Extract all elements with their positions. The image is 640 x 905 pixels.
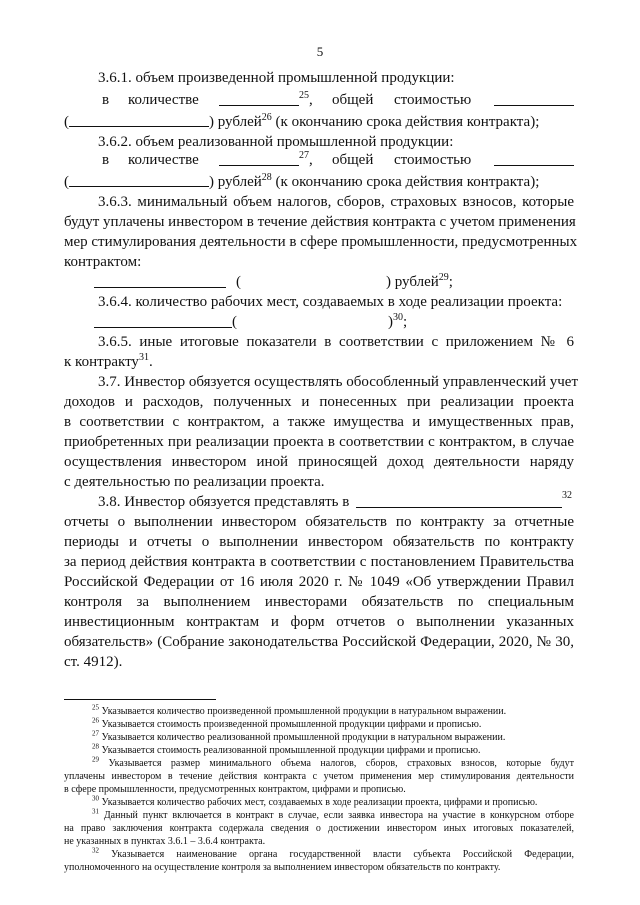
- blank-field: [69, 172, 209, 187]
- text-line: инвестиционным контрактам и форм отчетов о выполнении указанных: [64, 614, 574, 630]
- footnote-29-cont: уплачены инвестором в течение действия контракта с учетом применения мер стимулирования деятельности: [64, 771, 574, 782]
- blank-field: [219, 91, 299, 106]
- clause-3-6-2: 3.6.2. объем реализованной промышленной продукции:: [98, 134, 454, 150]
- blank-field: [94, 273, 226, 288]
- clause-3-6-4: 3.6.4. количество рабочих мест, создаваемых в ходе реализации проекта:: [98, 294, 563, 310]
- text-line: приобретенных при реализации проекта в соответствии с контрактом, в случае: [64, 434, 574, 450]
- blank-field: [69, 112, 209, 127]
- clause-3-6-5: 3.6.5. иные итоговые показатели в соответствии с приложением № 6: [98, 334, 574, 350]
- text-line: ст. 4912).: [64, 654, 123, 670]
- text-line: к контракту$^{31}$.: [64, 352, 153, 370]
- footnote-separator: [64, 699, 216, 700]
- text-line: в соответствии с контрактом, а также имущества и имущественных прав,: [64, 414, 574, 430]
- blank-field: [494, 91, 574, 106]
- footnote-32-cont: уполномоченного на осуществление контроля за выполнением инвестором обязательств по контракту.: [64, 862, 501, 873]
- document-page: 5 3.6.1. объем произведенной промышленной продукции: в количестве $^{25}$, общей стоимостью ( ) рублей$^{26}$ (к окончанию срока действия контракта); 3.6.2. объем реализованной промышленной продукции: в количестве $^{27}$, общей стоимостью ( ) рублей$^{28}$ (к окончанию срока действия контракта); 3.6.3. минимальный объем налогов, сборов, страховых взносов, которые будут уплачены инвестором в течение действия контракта с учетом применения мер стимулирования деятельности в сфере промышленности, предусмотренных контрактом: ( ) рублей$^{29}$; 3.6.4. количество рабочих мест, создаваемых в ходе реализации проекта: ( )$^{30}$; 3.6.5. иные итоговые показатели в соответствии с приложением № 6 к контракту$^{31}$. 3.7. Инвестор обязуется осуществлять обособленный управленческий учет доходов и расходов, полученных и понесенных при реализации проекта в соответствии с контрактом, а также имущества и имущественных прав, приобретенных при реализации проекта в соответствии с контрактом, в случае осуществления инвестором иной приносящей доход деятельности наряду с деятельностью по реализации проекта. 3.8. Инвестор обязуется представлять в 32 отчеты о выполнении инвестором обязательств по контракту за отчетные периоды и отчеты о выполнении инвестором обязательств по контракту за период действия контракта в соответствии с постановлением Правительства Российской Федерации от 16 июля 2020 г. № 1049 «Об утверждении Правил контроля за выполнением инвесторами обязательств по специальным инвестиционным контрактам и форм отчетов о выполнении указанных обязательств» (Собрание законодательства Российской Федерации, 2020, № 30, ст. 4912). $^{25}$ Указывается количество произведенной промышленной продукции в натуральном выражении. $^{26}$ Указывается стоимость произведенной промышленной продукции цифрами и прописью. $^{27}$ Указывается количество реализованной промышленной продукции в натуральном выражении. $^{28}$ Указывается стоимость реализованной промышленной продукции цифрами и прописью. $^{29}$ Указывается размер минимального объема налогов, сборов, страховых взносов, которые будут уплачены инвестором в течение действия контракта с учетом применения мер стимулирования деятельности в сфере промышленности, предусмотренных контрактом, цифрами и прописью. $^{30}$ Указывается количество рабочих мест, создаваемых в ходе реализации проекта, цифрами и прописью. $^{31}$ Данный пункт включается в контракт в случае, если заявка инвестора на участие в конкурсном отборе на право заключения контракта содержала сведения о достижении инвестором иных итоговых показателей, не указанных в пунктах 3.6.1 – 3.6.4 контракта. $^{32}$ Указывается наименование органа государственной власти субъекта Российской Федерации, уполномоченного на осуществление контроля за выполнением инвестором обязательств по контракту.: [0, 0, 640, 905]
- footnote-29: $^{29}$ Указывается размер минимального объема налогов, сборов, страховых взносов, которые будут: [92, 755, 574, 769]
- footnote-32: $^{32}$ Указывается наименование органа государственной власти субъекта Российской Федерации,: [92, 846, 574, 860]
- clause-3-6-3: 3.6.3. минимальный объем налогов, сборов, страховых взносов, которые: [98, 194, 574, 210]
- text-line: периоды и отчеты о выполнении инвестором обязательств по контракту: [64, 534, 574, 550]
- footnote-29-cont: в сфере промышленности, предусмотренных контрактом, цифрами и прописью.: [64, 784, 406, 795]
- footnote-26: $^{26}$ Указывается стоимость произведенной промышленной продукции цифрами и прописью.: [92, 716, 482, 730]
- text-line: с деятельностью по реализации проекта.: [64, 474, 325, 490]
- clause-3-7: 3.7. Инвестор обязуется осуществлять обособленный управленческий учет: [98, 374, 579, 390]
- clause-3-6-1-cost: ( ) рублей$^{26}$ (к окончанию срока действия контракта);: [64, 112, 540, 130]
- footnote-28: $^{28}$ Указывается стоимость реализованной промышленной продукции цифрами и прописью.: [92, 742, 481, 756]
- text-line: Российской Федерации от 16 июля 2020 г. № 1049 «Об утверждении Правил: [64, 574, 574, 590]
- blank-field: [94, 313, 232, 328]
- blank-field: [356, 493, 562, 508]
- text-line: за период действия контракта в соответствии с постановлением Правительства: [64, 554, 574, 570]
- text-line: отчеты о выполнении инвестором обязательств по контракту за отчетные: [64, 514, 574, 530]
- text-line: доходов и расходов, полученных и понесенных при реализации проекта: [64, 394, 574, 410]
- footnote-31: $^{31}$ Данный пункт включается в контракт в случае, если заявка инвестора на участие в конкурсном отборе: [92, 807, 574, 821]
- blank-field: [219, 151, 299, 166]
- footnote-31-cont: на право заключения контракта содержала сведения о достижении инвестором иных итоговых показателей,: [64, 823, 574, 834]
- page-number: 5: [316, 44, 324, 59]
- text-line: осуществления инвестором иной приносящей доход деятельности наряду: [64, 454, 574, 470]
- text-line: мер стимулирования деятельности в сфере промышленности, предусмотренных: [64, 234, 578, 250]
- text-line: контрактом:: [64, 254, 142, 270]
- text-line: контроля за выполнением инвесторами обязательств по специальным: [64, 594, 574, 610]
- footnote-31-cont: не указанных в пунктах 3.6.1 – 3.6.4 контракта.: [64, 836, 266, 847]
- clause-3-8: 3.8. Инвестор обязуется представлять в 32: [98, 490, 572, 510]
- text-line: будут уплачены инвестором в течение действия контракта с учетом применения: [64, 214, 576, 230]
- text-line: обязательств» (Собрание законодательства Российской Федерации, 2020, № 30,: [64, 634, 574, 650]
- clause-3-6-1: 3.6.1. объем произведенной промышленной продукции:: [98, 70, 455, 86]
- footnote-25: $^{25}$ Указывается количество произведенной промышленной продукции в натуральном выражении.: [92, 703, 507, 717]
- footnote-27: $^{27}$ Указывается количество реализованной промышленной продукции в натуральном выражении.: [92, 729, 506, 743]
- clause-3-6-2-cost: ( ) рублей$^{28}$ (к окончанию срока действия контракта);: [64, 172, 540, 190]
- footnote-30: $^{30}$ Указывается количество рабочих мест, создаваемых в ходе реализации проекта, цифрами и прописью.: [92, 794, 538, 808]
- blank-field: [494, 151, 574, 166]
